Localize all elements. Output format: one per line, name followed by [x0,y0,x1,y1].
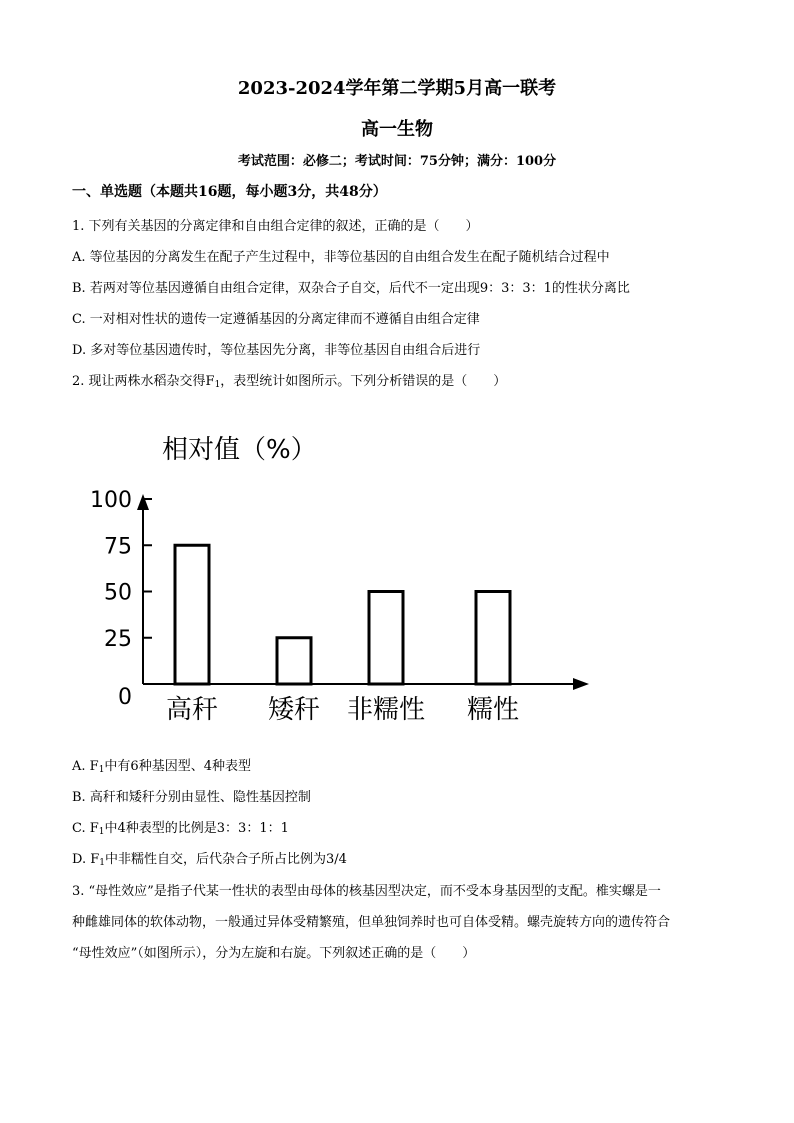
x-tick-label: 糯性 [466,695,520,725]
q1-option-d: D. 多对等位基因遗传时，等位基因先分离，非等位基因自由组合后进行 [72,343,481,358]
y-axis-arrow [137,494,149,510]
x-tick-label: 非糯性 [346,695,426,725]
x-tick-label: 高秆 [165,695,219,725]
subject-title: 高一生物 [361,119,433,140]
q3-line-3: “母性效应”（如图所示），分为左旋和右旋。下列叙述正确的是（ ） [72,946,476,961]
q1-option-a: A. 等位基因的分离发生在配子产生过程中，非等位基因的自由组合发生在配子随机结合过程中 [72,250,610,265]
y-tick-label: 50 [104,580,132,606]
bar [476,592,510,685]
exam-title: 2023-2024学年第二学期5月高一联考 [237,78,557,99]
q2-option-a: A. $F_1$中有6种基因型、4种表型 [72,759,251,775]
q1-option-b: B. 若两对等位基因遵循自由组合定律，双杂合子自交，后代不一定出现9：3：3：1的性状分离比 [72,281,630,296]
q1-option-c: C. 一对相对性状的遗传一定遵循基因的分离定律而不遵循自由组合定律 [72,312,480,327]
y-tick-label: 25 [104,626,132,652]
bar [369,592,403,685]
q3-line-2: 种雌雄同体的软体动物，一般通过异体受精繁殖，但单独饲养时也可自体受精。螺壳旋转方向的遗传符合 [72,915,671,930]
bar-chart [0,400,794,760]
y-tick-label: 0 [118,685,132,710]
q3-line-1: 3. “母性效应”是指子代某一性状的表型由母体的核基因型决定，而不受本身基因型的支配。椎实螺是一 [72,884,661,899]
q1-stem: 1. 下列有关基因的分离定律和自由组合定律的叙述，正确的是（ ） [72,219,479,234]
q2-option-b: B. 高秆和矮秆分别由显性、隐性基因控制 [72,790,311,805]
bar [277,638,311,684]
y-axis-label: 相对值（%） [162,435,317,465]
q2-option-c: C. $F_1$中4种表型的比例是3：3：1：1 [72,821,289,837]
exam-info: 考试范围：必修二；考试时间：75分钟；满分：100分 [237,154,557,169]
x-axis-arrow [573,678,589,690]
bar [175,545,209,684]
section-heading: 一、单选题（本题共16题，每小题3分，共48分） [72,184,387,200]
q2-option-d: D. $F_1$中非糯性自交，后代杂合子所占比例为3/4 [72,852,347,868]
y-tick-label: 100 [90,488,132,513]
q2-stem: 2. 现让两株水稻杂交得$F_1$，表型统计如图所示。下列分析错误的是（ ） [72,374,507,390]
x-tick-label: 矮秆 [267,695,321,725]
y-tick-label: 75 [104,534,132,560]
